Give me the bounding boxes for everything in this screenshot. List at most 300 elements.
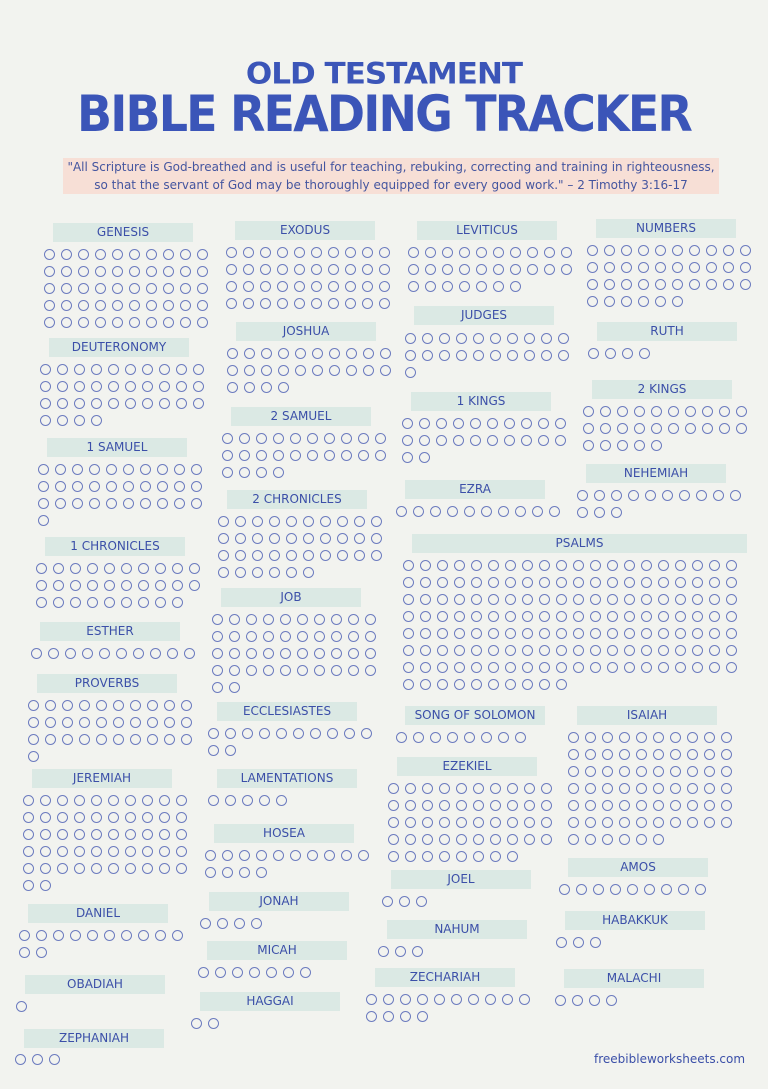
chapter-checkbox[interactable]: [594, 490, 605, 501]
chapter-checkbox[interactable]: [176, 364, 187, 375]
chapter-checkbox[interactable]: [454, 662, 465, 673]
chapter-checkbox[interactable]: [235, 550, 246, 561]
chapter-checkbox[interactable]: [123, 481, 134, 492]
chapter-checkbox[interactable]: [405, 834, 416, 845]
chapter-checkbox[interactable]: [70, 930, 81, 941]
chapter-checkbox[interactable]: [600, 440, 611, 451]
chapter-checkbox[interactable]: [541, 817, 552, 828]
chapter-checkbox[interactable]: [459, 264, 470, 275]
chapter-checkbox[interactable]: [176, 863, 187, 874]
chapter-checkbox[interactable]: [311, 298, 322, 309]
chapter-checkbox[interactable]: [653, 783, 664, 794]
chapter-checkbox[interactable]: [314, 665, 325, 676]
chapter-checkbox[interactable]: [180, 249, 191, 260]
chapter-checkbox[interactable]: [227, 382, 238, 393]
chapter-checkbox[interactable]: [658, 645, 669, 656]
chapter-checkbox[interactable]: [405, 817, 416, 828]
chapter-checkbox[interactable]: [481, 732, 492, 743]
chapter-checkbox[interactable]: [129, 300, 140, 311]
chapter-checkbox[interactable]: [74, 398, 85, 409]
chapter-checkbox[interactable]: [142, 364, 153, 375]
chapter-checkbox[interactable]: [658, 594, 669, 605]
chapter-checkbox[interactable]: [40, 398, 51, 409]
chapter-checkbox[interactable]: [675, 645, 686, 656]
chapter-checkbox[interactable]: [556, 662, 567, 673]
chapter-checkbox[interactable]: [439, 834, 450, 845]
chapter-checkbox[interactable]: [273, 450, 284, 461]
chapter-checkbox[interactable]: [172, 580, 183, 591]
chapter-checkbox[interactable]: [104, 580, 115, 591]
chapter-checkbox[interactable]: [388, 817, 399, 828]
chapter-checkbox[interactable]: [685, 406, 696, 417]
chapter-checkbox[interactable]: [541, 834, 552, 845]
chapter-checkbox[interactable]: [57, 381, 68, 392]
chapter-checkbox[interactable]: [611, 490, 622, 501]
chapter-checkbox[interactable]: [607, 662, 618, 673]
chapter-checkbox[interactable]: [507, 851, 518, 862]
chapter-checkbox[interactable]: [644, 884, 655, 895]
chapter-checkbox[interactable]: [709, 611, 720, 622]
chapter-checkbox[interactable]: [471, 662, 482, 673]
chapter-checkbox[interactable]: [48, 648, 59, 659]
chapter-checkbox[interactable]: [473, 333, 484, 344]
chapter-checkbox[interactable]: [235, 533, 246, 544]
chapter-checkbox[interactable]: [638, 296, 649, 307]
chapter-checkbox[interactable]: [624, 611, 635, 622]
chapter-checkbox[interactable]: [619, 783, 630, 794]
chapter-checkbox[interactable]: [273, 467, 284, 478]
chapter-checkbox[interactable]: [439, 800, 450, 811]
chapter-checkbox[interactable]: [61, 300, 72, 311]
chapter-checkbox[interactable]: [468, 994, 479, 1005]
chapter-checkbox[interactable]: [172, 563, 183, 574]
chapter-checkbox[interactable]: [400, 1011, 411, 1022]
chapter-checkbox[interactable]: [157, 481, 168, 492]
chapter-checkbox[interactable]: [252, 516, 263, 527]
chapter-checkbox[interactable]: [129, 266, 140, 277]
chapter-checkbox[interactable]: [655, 296, 666, 307]
chapter-checkbox[interactable]: [692, 662, 703, 673]
chapter-checkbox[interactable]: [692, 611, 703, 622]
chapter-checkbox[interactable]: [95, 266, 106, 277]
chapter-checkbox[interactable]: [726, 662, 737, 673]
chapter-checkbox[interactable]: [87, 930, 98, 941]
chapter-checkbox[interactable]: [91, 381, 102, 392]
chapter-checkbox[interactable]: [62, 717, 73, 728]
chapter-checkbox[interactable]: [505, 645, 516, 656]
chapter-checkbox[interactable]: [403, 662, 414, 673]
chapter-checkbox[interactable]: [419, 418, 430, 429]
chapter-checkbox[interactable]: [490, 817, 501, 828]
chapter-checkbox[interactable]: [79, 734, 90, 745]
chapter-checkbox[interactable]: [229, 665, 240, 676]
chapter-checkbox[interactable]: [125, 795, 136, 806]
chapter-checkbox[interactable]: [607, 628, 618, 639]
chapter-checkbox[interactable]: [624, 594, 635, 605]
chapter-checkbox[interactable]: [602, 800, 613, 811]
chapter-checkbox[interactable]: [573, 645, 584, 656]
chapter-checkbox[interactable]: [521, 418, 532, 429]
chapter-checkbox[interactable]: [587, 245, 598, 256]
chapter-checkbox[interactable]: [378, 946, 389, 957]
chapter-checkbox[interactable]: [425, 247, 436, 258]
chapter-checkbox[interactable]: [226, 247, 237, 258]
chapter-checkbox[interactable]: [112, 283, 123, 294]
chapter-checkbox[interactable]: [507, 350, 518, 361]
chapter-checkbox[interactable]: [89, 498, 100, 509]
chapter-checkbox[interactable]: [524, 800, 535, 811]
chapter-checkbox[interactable]: [112, 317, 123, 328]
chapter-checkbox[interactable]: [121, 580, 132, 591]
chapter-checkbox[interactable]: [607, 577, 618, 588]
chapter-checkbox[interactable]: [568, 817, 579, 828]
chapter-checkbox[interactable]: [125, 812, 136, 823]
chapter-checkbox[interactable]: [420, 611, 431, 622]
chapter-checkbox[interactable]: [454, 628, 465, 639]
chapter-checkbox[interactable]: [379, 298, 390, 309]
chapter-checkbox[interactable]: [243, 247, 254, 258]
chapter-checkbox[interactable]: [400, 994, 411, 1005]
chapter-checkbox[interactable]: [590, 611, 601, 622]
chapter-checkbox[interactable]: [312, 365, 323, 376]
chapter-checkbox[interactable]: [606, 995, 617, 1006]
chapter-checkbox[interactable]: [473, 800, 484, 811]
chapter-checkbox[interactable]: [556, 937, 567, 948]
chapter-checkbox[interactable]: [585, 766, 596, 777]
chapter-checkbox[interactable]: [556, 594, 567, 605]
chapter-checkbox[interactable]: [522, 662, 533, 673]
chapter-checkbox[interactable]: [668, 423, 679, 434]
chapter-checkbox[interactable]: [159, 846, 170, 857]
chapter-checkbox[interactable]: [91, 398, 102, 409]
chapter-checkbox[interactable]: [234, 918, 245, 929]
chapter-checkbox[interactable]: [413, 506, 424, 517]
chapter-checkbox[interactable]: [348, 631, 359, 642]
chapter-checkbox[interactable]: [28, 700, 39, 711]
chapter-checkbox[interactable]: [294, 247, 305, 258]
chapter-checkbox[interactable]: [634, 423, 645, 434]
chapter-checkbox[interactable]: [87, 597, 98, 608]
chapter-checkbox[interactable]: [108, 795, 119, 806]
chapter-checkbox[interactable]: [40, 812, 51, 823]
chapter-checkbox[interactable]: [638, 279, 649, 290]
chapter-checkbox[interactable]: [522, 645, 533, 656]
chapter-checkbox[interactable]: [49, 1054, 60, 1065]
chapter-checkbox[interactable]: [329, 365, 340, 376]
chapter-checkbox[interactable]: [645, 490, 656, 501]
chapter-checkbox[interactable]: [130, 700, 141, 711]
chapter-checkbox[interactable]: [212, 682, 223, 693]
chapter-checkbox[interactable]: [78, 317, 89, 328]
chapter-checkbox[interactable]: [726, 560, 737, 571]
chapter-checkbox[interactable]: [594, 507, 605, 518]
chapter-checkbox[interactable]: [522, 679, 533, 690]
chapter-checkbox[interactable]: [507, 817, 518, 828]
chapter-checkbox[interactable]: [176, 398, 187, 409]
chapter-checkbox[interactable]: [19, 930, 30, 941]
chapter-checkbox[interactable]: [348, 648, 359, 659]
chapter-checkbox[interactable]: [116, 648, 127, 659]
chapter-checkbox[interactable]: [269, 550, 280, 561]
chapter-checkbox[interactable]: [244, 382, 255, 393]
chapter-checkbox[interactable]: [328, 281, 339, 292]
chapter-checkbox[interactable]: [277, 264, 288, 275]
chapter-checkbox[interactable]: [420, 679, 431, 690]
chapter-checkbox[interactable]: [261, 382, 272, 393]
chapter-checkbox[interactable]: [422, 834, 433, 845]
chapter-checkbox[interactable]: [425, 264, 436, 275]
chapter-checkbox[interactable]: [437, 577, 448, 588]
chapter-checkbox[interactable]: [611, 507, 622, 518]
chapter-checkbox[interactable]: [125, 829, 136, 840]
chapter-checkbox[interactable]: [471, 560, 482, 571]
chapter-checkbox[interactable]: [636, 783, 647, 794]
chapter-checkbox[interactable]: [689, 245, 700, 256]
chapter-checkbox[interactable]: [639, 348, 650, 359]
chapter-checkbox[interactable]: [473, 817, 484, 828]
chapter-checkbox[interactable]: [371, 533, 382, 544]
chapter-checkbox[interactable]: [408, 247, 419, 258]
chapter-checkbox[interactable]: [251, 918, 262, 929]
chapter-checkbox[interactable]: [470, 418, 481, 429]
chapter-checkbox[interactable]: [89, 481, 100, 492]
chapter-checkbox[interactable]: [487, 435, 498, 446]
chapter-checkbox[interactable]: [146, 266, 157, 277]
chapter-checkbox[interactable]: [300, 967, 311, 978]
chapter-checkbox[interactable]: [72, 464, 83, 475]
chapter-checkbox[interactable]: [658, 611, 669, 622]
chapter-checkbox[interactable]: [619, 800, 630, 811]
chapter-checkbox[interactable]: [70, 597, 81, 608]
chapter-checkbox[interactable]: [439, 783, 450, 794]
chapter-checkbox[interactable]: [505, 662, 516, 673]
chapter-checkbox[interactable]: [226, 298, 237, 309]
chapter-checkbox[interactable]: [324, 433, 335, 444]
chapter-checkbox[interactable]: [123, 464, 134, 475]
chapter-checkbox[interactable]: [493, 247, 504, 258]
chapter-checkbox[interactable]: [379, 281, 390, 292]
chapter-checkbox[interactable]: [456, 800, 467, 811]
chapter-checkbox[interactable]: [459, 281, 470, 292]
chapter-checkbox[interactable]: [44, 317, 55, 328]
chapter-checkbox[interactable]: [730, 490, 741, 501]
chapter-checkbox[interactable]: [62, 734, 73, 745]
chapter-checkbox[interactable]: [348, 665, 359, 676]
chapter-checkbox[interactable]: [290, 433, 301, 444]
chapter-checkbox[interactable]: [89, 464, 100, 475]
chapter-checkbox[interactable]: [72, 481, 83, 492]
chapter-checkbox[interactable]: [320, 516, 331, 527]
chapter-checkbox[interactable]: [297, 648, 308, 659]
chapter-checkbox[interactable]: [142, 795, 153, 806]
chapter-checkbox[interactable]: [442, 247, 453, 258]
chapter-checkbox[interactable]: [91, 364, 102, 375]
chapter-checkbox[interactable]: [459, 247, 470, 258]
chapter-checkbox[interactable]: [641, 628, 652, 639]
chapter-checkbox[interactable]: [108, 381, 119, 392]
chapter-checkbox[interactable]: [295, 365, 306, 376]
chapter-checkbox[interactable]: [184, 648, 195, 659]
chapter-checkbox[interactable]: [624, 577, 635, 588]
chapter-checkbox[interactable]: [556, 645, 567, 656]
chapter-checkbox[interactable]: [704, 749, 715, 760]
chapter-checkbox[interactable]: [329, 348, 340, 359]
chapter-checkbox[interactable]: [142, 846, 153, 857]
chapter-checkbox[interactable]: [442, 281, 453, 292]
chapter-checkbox[interactable]: [405, 800, 416, 811]
chapter-checkbox[interactable]: [243, 298, 254, 309]
chapter-checkbox[interactable]: [621, 245, 632, 256]
chapter-checkbox[interactable]: [602, 817, 613, 828]
chapter-checkbox[interactable]: [507, 783, 518, 794]
chapter-checkbox[interactable]: [687, 783, 698, 794]
chapter-checkbox[interactable]: [40, 381, 51, 392]
chapter-checkbox[interactable]: [490, 851, 501, 862]
chapter-checkbox[interactable]: [638, 262, 649, 273]
chapter-checkbox[interactable]: [471, 577, 482, 588]
chapter-checkbox[interactable]: [382, 896, 393, 907]
chapter-checkbox[interactable]: [91, 812, 102, 823]
chapter-checkbox[interactable]: [242, 795, 253, 806]
chapter-checkbox[interactable]: [212, 631, 223, 642]
chapter-checkbox[interactable]: [23, 795, 34, 806]
chapter-checkbox[interactable]: [74, 381, 85, 392]
chapter-checkbox[interactable]: [252, 567, 263, 578]
chapter-checkbox[interactable]: [604, 245, 615, 256]
chapter-checkbox[interactable]: [473, 350, 484, 361]
chapter-checkbox[interactable]: [96, 717, 107, 728]
chapter-checkbox[interactable]: [638, 245, 649, 256]
chapter-checkbox[interactable]: [163, 300, 174, 311]
chapter-checkbox[interactable]: [402, 435, 413, 446]
chapter-checkbox[interactable]: [488, 577, 499, 588]
chapter-checkbox[interactable]: [328, 298, 339, 309]
chapter-checkbox[interactable]: [239, 867, 250, 878]
chapter-checkbox[interactable]: [568, 766, 579, 777]
chapter-checkbox[interactable]: [61, 249, 72, 260]
chapter-checkbox[interactable]: [420, 594, 431, 605]
chapter-checkbox[interactable]: [636, 800, 647, 811]
chapter-checkbox[interactable]: [488, 628, 499, 639]
chapter-checkbox[interactable]: [260, 281, 271, 292]
chapter-checkbox[interactable]: [125, 846, 136, 857]
chapter-checkbox[interactable]: [619, 766, 630, 777]
chapter-checkbox[interactable]: [256, 867, 267, 878]
chapter-checkbox[interactable]: [422, 851, 433, 862]
chapter-checkbox[interactable]: [294, 298, 305, 309]
chapter-checkbox[interactable]: [453, 418, 464, 429]
chapter-checkbox[interactable]: [218, 533, 229, 544]
chapter-checkbox[interactable]: [15, 1054, 26, 1065]
chapter-checkbox[interactable]: [40, 880, 51, 891]
chapter-checkbox[interactable]: [155, 580, 166, 591]
chapter-checkbox[interactable]: [670, 732, 681, 743]
chapter-checkbox[interactable]: [627, 884, 638, 895]
chapter-checkbox[interactable]: [38, 498, 49, 509]
chapter-checkbox[interactable]: [658, 560, 669, 571]
chapter-checkbox[interactable]: [280, 665, 291, 676]
chapter-checkbox[interactable]: [602, 783, 613, 794]
chapter-checkbox[interactable]: [556, 577, 567, 588]
chapter-checkbox[interactable]: [91, 829, 102, 840]
chapter-checkbox[interactable]: [72, 498, 83, 509]
chapter-checkbox[interactable]: [621, 262, 632, 273]
chapter-checkbox[interactable]: [61, 266, 72, 277]
chapter-checkbox[interactable]: [437, 611, 448, 622]
chapter-checkbox[interactable]: [45, 734, 56, 745]
chapter-checkbox[interactable]: [273, 850, 284, 861]
chapter-checkbox[interactable]: [589, 995, 600, 1006]
chapter-checkbox[interactable]: [354, 533, 365, 544]
chapter-checkbox[interactable]: [641, 611, 652, 622]
chapter-checkbox[interactable]: [447, 732, 458, 743]
chapter-checkbox[interactable]: [590, 577, 601, 588]
chapter-checkbox[interactable]: [422, 333, 433, 344]
chapter-checkbox[interactable]: [345, 298, 356, 309]
chapter-checkbox[interactable]: [70, 580, 81, 591]
chapter-checkbox[interactable]: [621, 279, 632, 290]
chapter-checkbox[interactable]: [670, 749, 681, 760]
chapter-checkbox[interactable]: [307, 433, 318, 444]
chapter-checkbox[interactable]: [507, 800, 518, 811]
chapter-checkbox[interactable]: [488, 645, 499, 656]
chapter-checkbox[interactable]: [493, 281, 504, 292]
chapter-checkbox[interactable]: [539, 645, 550, 656]
chapter-checkbox[interactable]: [303, 533, 314, 544]
chapter-checkbox[interactable]: [243, 281, 254, 292]
chapter-checkbox[interactable]: [366, 1011, 377, 1022]
chapter-checkbox[interactable]: [473, 851, 484, 862]
chapter-checkbox[interactable]: [229, 682, 240, 693]
chapter-checkbox[interactable]: [655, 262, 666, 273]
chapter-checkbox[interactable]: [36, 597, 47, 608]
chapter-checkbox[interactable]: [456, 783, 467, 794]
chapter-checkbox[interactable]: [380, 365, 391, 376]
chapter-checkbox[interactable]: [293, 728, 304, 739]
chapter-checkbox[interactable]: [365, 614, 376, 625]
chapter-checkbox[interactable]: [307, 850, 318, 861]
chapter-checkbox[interactable]: [295, 348, 306, 359]
chapter-checkbox[interactable]: [252, 533, 263, 544]
chapter-checkbox[interactable]: [146, 283, 157, 294]
chapter-checkbox[interactable]: [146, 249, 157, 260]
chapter-checkbox[interactable]: [191, 481, 202, 492]
chapter-checkbox[interactable]: [619, 834, 630, 845]
chapter-checkbox[interactable]: [403, 594, 414, 605]
chapter-checkbox[interactable]: [622, 348, 633, 359]
chapter-checkbox[interactable]: [617, 406, 628, 417]
chapter-checkbox[interactable]: [573, 577, 584, 588]
chapter-checkbox[interactable]: [239, 450, 250, 461]
chapter-checkbox[interactable]: [419, 435, 430, 446]
chapter-checkbox[interactable]: [636, 749, 647, 760]
chapter-checkbox[interactable]: [239, 433, 250, 444]
chapter-checkbox[interactable]: [723, 279, 734, 290]
chapter-checkbox[interactable]: [422, 783, 433, 794]
chapter-checkbox[interactable]: [87, 563, 98, 574]
chapter-checkbox[interactable]: [471, 594, 482, 605]
chapter-checkbox[interactable]: [430, 732, 441, 743]
chapter-checkbox[interactable]: [331, 631, 342, 642]
chapter-checkbox[interactable]: [403, 679, 414, 690]
chapter-checkbox[interactable]: [454, 645, 465, 656]
chapter-checkbox[interactable]: [249, 967, 260, 978]
chapter-checkbox[interactable]: [651, 423, 662, 434]
chapter-checkbox[interactable]: [181, 734, 192, 745]
chapter-checkbox[interactable]: [16, 1001, 27, 1012]
chapter-checkbox[interactable]: [420, 645, 431, 656]
chapter-checkbox[interactable]: [607, 594, 618, 605]
